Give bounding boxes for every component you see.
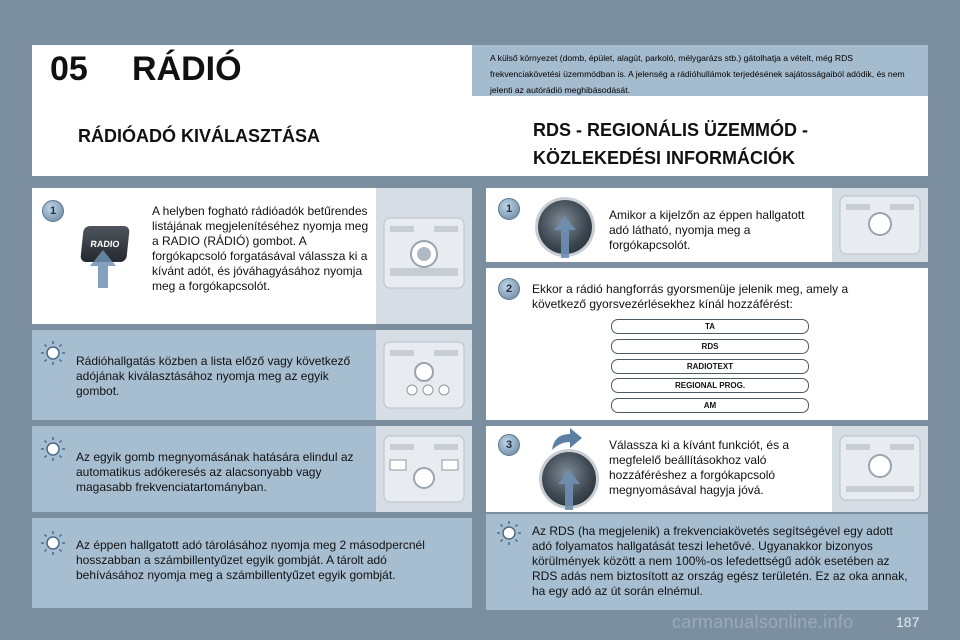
tip1-text: Rádióhallgatás közben a lista előző vagy következő adójának kiválasztásához nyomja meg az egyik gombot.: [76, 354, 351, 398]
tip-panel-3: [32, 518, 472, 608]
lightbulb-icon: [40, 436, 66, 462]
menu-item-ta[interactable]: TA: [611, 319, 809, 334]
tip-panel-right: [486, 514, 928, 610]
step-badge: 2: [498, 278, 520, 300]
chapter-title: RÁDIÓ: [132, 50, 242, 88]
step2-text-right: Ekkor a rádió hangforrás gyorsmenüje jelenik meg, amely a következő gyorsvezérlésekhez kínál hozzáférést:: [532, 282, 849, 311]
step3-panel-right: [486, 426, 928, 512]
press-arrow-icon: [90, 250, 116, 288]
rotate-arrow-icon: [548, 426, 584, 452]
radio-unit-illustration: [376, 330, 472, 420]
menu-item-regional-prog[interactable]: REGIONAL PROG.: [611, 378, 809, 393]
tip-panel-1: [32, 330, 472, 420]
radio-unit-illustration: [832, 188, 928, 262]
step1-text-left: A helyben fogható rádióadók betűrendes listájának megjelenítéséhez nyomja meg a RADIO (RÁDIÓ) gombot. A forgókapcsoló forgatásával válassza ki a kívánt adót, és jóváhagyásához nyomja meg a forgókapcsolót.: [152, 204, 369, 293]
watermark: carmanualsonline.info: [672, 612, 854, 632]
step1-panel-right: [486, 188, 928, 262]
menu-item-radiotext[interactable]: RADIOTEXT: [611, 359, 809, 374]
tip-text-right: Az RDS (ha megjelenik) a frekvenciakövetés segítségével egy adott adó folyamatos hallgatását teszi lehetővé. Ugyanakkor bizonyos körülmények között a nem 100%-os lefedettségű adók esetében az RDS adás nem biztosított az ország egész területén. Ez az oka annak, ha egy adó az út során elnémul.: [532, 524, 908, 598]
step-badge: 3: [498, 434, 520, 456]
header-note: A külső környezet (domb, épület, alagút, parkoló, mélygarázs stb.) gátolhatja a vételt, még RDS frekvenciakövetési üzemmódban is. A jelenség a rádióhullámok terjedésének sajátosságaiból adódik, és nem jelenti az autórádió meghibásodását.: [490, 53, 905, 95]
section-title-left: RÁDIÓADÓ KIVÁLASZTÁSA: [78, 126, 320, 146]
page-number: 187: [896, 614, 920, 630]
press-arrow-icon: [554, 216, 576, 258]
lightbulb-icon: [40, 530, 66, 556]
tip-panel-2: [32, 426, 472, 512]
radio-unit-illustration: [376, 426, 472, 512]
header-left-band: [32, 45, 472, 96]
radio-unit-illustration: [832, 426, 928, 512]
lightbulb-icon: [496, 520, 522, 546]
lightbulb-icon: [40, 340, 66, 366]
step1-text-right: Amikor a kijelzőn az éppen hallgatott adó látható, nyomja meg a forgókapcsolót.: [609, 208, 805, 252]
menu-item-am[interactable]: AM: [611, 398, 809, 413]
press-arrow-icon: [558, 470, 580, 510]
chapter-number: 05: [50, 50, 88, 88]
tip2-text: Az egyik gomb megnyomásának hatására elindul az automatikus adókeresés az alacsonyabb vagy magasabb frekvenciatartományban.: [76, 450, 354, 494]
step-badge: 1: [42, 200, 64, 222]
menu-item-rds[interactable]: RDS: [611, 339, 809, 354]
radio-unit-illustration: [376, 188, 472, 324]
step1-panel-left: [32, 188, 472, 324]
step3-text-right: Válassza ki a kívánt funkciót, és a megfelelő beállításokhoz való hozzáféréshez a forgókapcsoló megnyomásával hagyja jóvá.: [609, 438, 790, 497]
section-title-right: RDS - REGIONÁLIS ÜZEMMÓD - KÖZLEKEDÉSI INFORMÁCIÓK: [533, 120, 808, 168]
step-badge: 1: [498, 198, 520, 220]
radio-button-icon: RADIO: [80, 226, 130, 262]
section-band-gap: [472, 96, 486, 176]
tip3-text: Az éppen hallgatott adó tárolásához nyomja meg 2 másodpercnél hosszabban a számbillentyűzet egyik gombját. A tárolt adó behívásához nyomja meg a számbillentyűzet egyik gombját.: [76, 538, 425, 582]
